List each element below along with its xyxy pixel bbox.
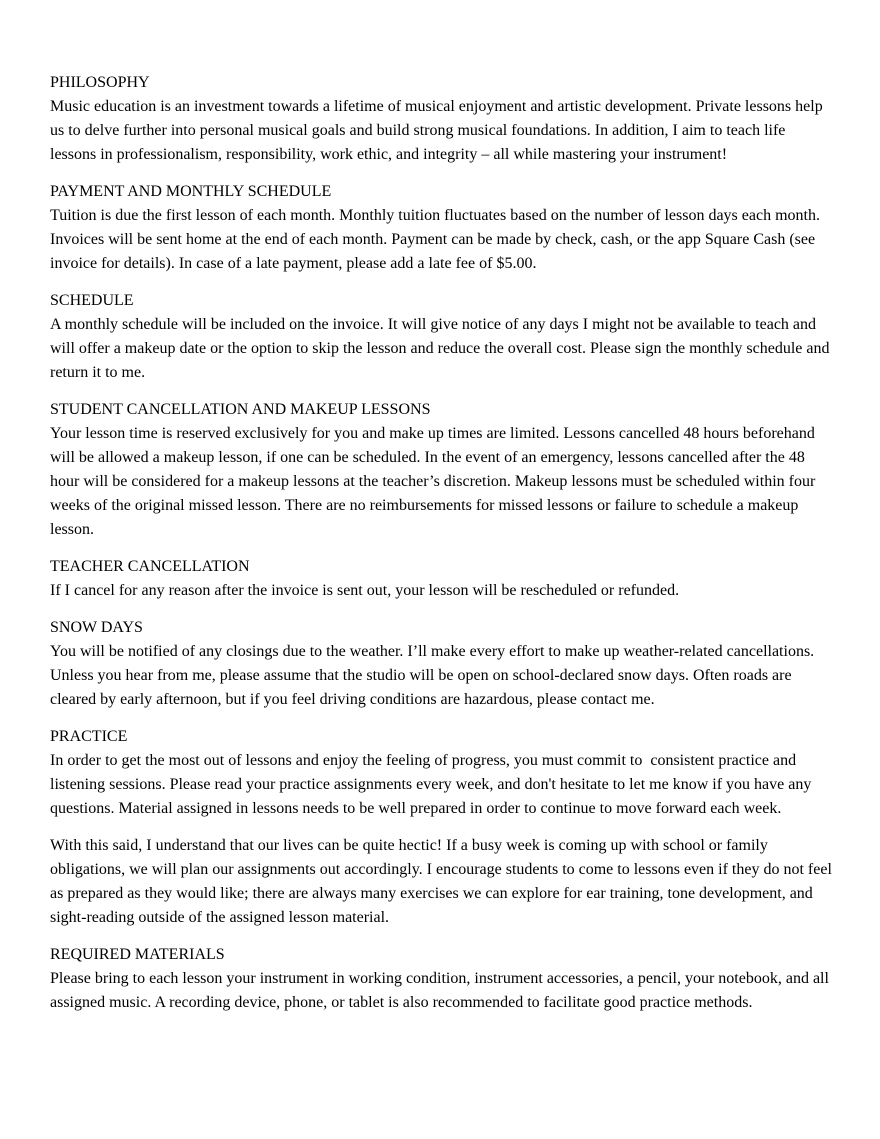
section-heading: STUDENT CANCELLATION AND MAKEUP LESSONS <box>50 401 431 418</box>
section-philosophy <box>50 71 832 167</box>
section-required-materials <box>50 943 832 1015</box>
section-heading: REQUIRED MATERIALS <box>50 946 225 963</box>
section-payment-and-monthly-schedule <box>50 180 832 276</box>
section-student-cancellation-and-makeup-lessons <box>50 398 832 542</box>
section-teacher-cancellation <box>50 555 832 603</box>
section-paragraph: If I cancel for any reason after the invoice is sent out, your lesson will be rescheduled or refunded. <box>50 582 680 599</box>
section-practice <box>50 725 836 930</box>
section-paragraph: You will be notified of any closings due to the weather. I’ll make every effort to make up weather-related cancellations. Unless you hear from me, please assume that the studio will be open on school-declared snow days. Often roads are cleared by early afternoon, but if you feel driving conditions are hazardous, please contact me. <box>50 643 819 708</box>
section-paragraph: Your lesson time is reserved exclusively for you and make up times are limited. Lessons cancelled 48 hours beforehand will be allowed a makeup lesson, if one can be scheduled. In the event of an emergency, lessons cancelled after the 48 hour will be considered for a makeup lessons at the teacher’s discretion. Makeup lessons must be scheduled within four weeks of the original missed lesson. There are no reimbursements for missed lessons or failure to schedule a makeup lesson. <box>50 425 820 538</box>
section-schedule <box>50 289 832 385</box>
section-paragraph: Tuition is due the first lesson of each month. Monthly tuition fluctuates based on the number of lesson days each month. Invoices will be sent home at the end of each month. Payment can be made by check, cash, or the app Square Cash (see invoice for details). In case of a late payment, please add a late fee of $5.00. <box>50 207 824 272</box>
section-heading: PAYMENT AND MONTHLY SCHEDULE <box>50 183 332 200</box>
section-paragraph: Music education is an investment towards a lifetime of musical enjoyment and artistic development. Private lessons help us to delve further into personal musical goals and build strong musical foundations. In addition, I aim to teach life lessons in professionalism, responsibility, work ethic, and integrity – all while mastering your instrument! <box>50 98 827 163</box>
section-paragraph: A monthly schedule will be included on the invoice. It will give notice of any days I might not be available to teach and will offer a makeup date or the option to skip the lesson and reduce the overall cost. Please sign the monthly schedule and return it to me. <box>50 316 834 381</box>
section-heading: SCHEDULE <box>50 292 134 309</box>
section-heading: TEACHER CANCELLATION <box>50 558 250 575</box>
section-paragraph: Please bring to each lesson your instrument in working condition, instrument accessories, a pencil, your notebook, and all assigned music. A recording device, phone, or tablet is also recommended to facilitate good practice methods. <box>50 970 833 1011</box>
section-snow-days <box>50 616 832 712</box>
section-paragraph: With this said, I understand that our lives can be quite hectic! If a busy week is coming up with school or family obligations, we will plan our assignments out accordingly. I encourage students to come to lessons even if they do not feel as prepared as they would like; there are always many exercises we can explore for ear training, tone development, and sight-reading outside of the assigned lesson material. <box>50 837 836 926</box>
section-heading: PHILOSOPHY <box>50 74 150 91</box>
section-paragraph: In order to get the most out of lessons and enjoy the feeling of progress, you must commit to consistent practice and listening sessions. Please read your practice assignments every week, and don't hesitate to let me know if you have any questions. Material assigned in lessons needs to be well prepared in order to continue to move forward each week. <box>50 752 816 817</box>
section-heading: SNOW DAYS <box>50 619 143 636</box>
section-heading: PRACTICE <box>50 728 128 745</box>
